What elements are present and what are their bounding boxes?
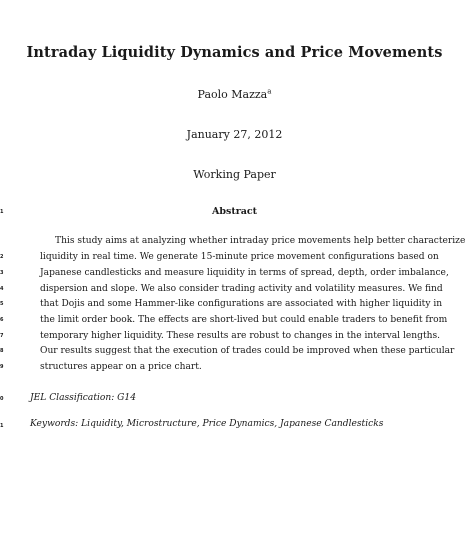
line-number: 9	[0, 364, 4, 370]
paper-date: January 27, 2012	[186, 128, 283, 141]
abstract-line: dispersion and slope. We also consider trading activity and volatility measures. We find	[40, 284, 443, 294]
author-name: Paolo Mazza	[197, 88, 268, 101]
line-number: 1	[0, 423, 4, 429]
abstract-heading: Abstract	[211, 206, 258, 217]
line-number: 8	[0, 348, 4, 354]
abstract-line: temporary higher liquidity. These results are robust to changes in the interval lengths.	[40, 331, 441, 341]
line-number: 2	[0, 254, 4, 260]
line-number: 4	[0, 286, 4, 292]
abstract-line: This study aims at analyzing whether intraday price movements help better characterize	[55, 236, 466, 246]
abstract-line: that Dojis and some Hammer-like configurations are associated with higher liquidity in	[40, 299, 443, 309]
author-line	[0, 88, 469, 101]
abstract-line: Our results suggest that the execution of trades could be improved when these particular	[40, 346, 455, 356]
line-number: 0	[0, 396, 4, 402]
keywords: Keywords: Liquidity, Microstructure, Price Dynamics, Japanese Candlesticks	[30, 419, 384, 429]
jel-classification: JEL Classification: G14	[30, 393, 137, 403]
paper-status: Working Paper	[193, 168, 276, 181]
paper-title: Intraday Liquidity Dynamics and Price Movements	[26, 44, 443, 61]
abstract-line: Japanese candlesticks and measure liquidity in terms of spread, depth, order imbalance,	[40, 268, 449, 278]
abstract-line: structures appear on a price chart.	[40, 362, 202, 372]
line-number: 7	[0, 333, 4, 339]
line-number: 5	[0, 301, 4, 307]
line-number: 6	[0, 317, 4, 323]
abstract-line: the limit order book. The effects are short-lived but could enable traders to benefit from	[40, 315, 448, 325]
abstract-line: liquidity in real time. We generate 15-minute price movement configurations based on	[40, 252, 439, 262]
affiliation-mark: a	[267, 87, 272, 96]
line-number: 1	[0, 209, 4, 215]
line-number: 3	[0, 270, 4, 276]
